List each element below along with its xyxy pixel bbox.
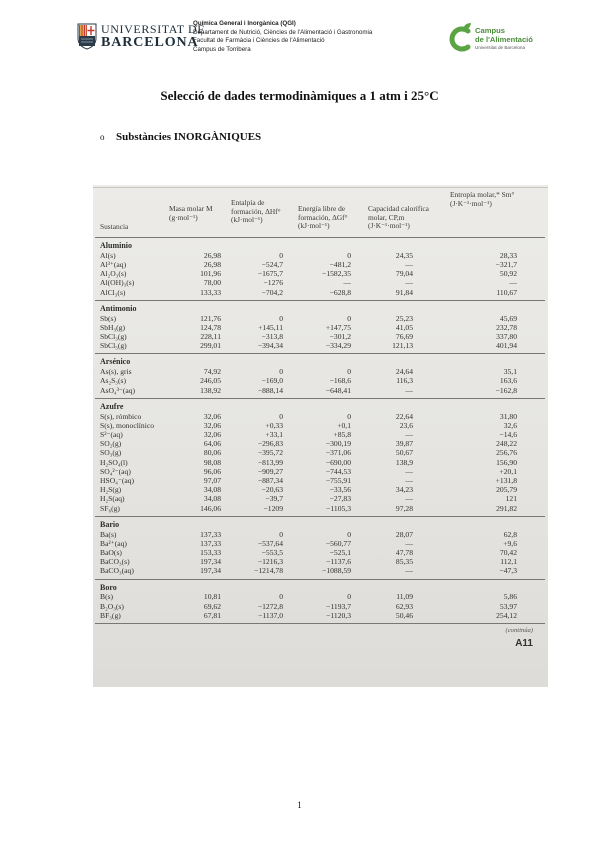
table-cell-value: 337,80 — [496, 332, 517, 341]
table-cell-value: — — [405, 538, 413, 548]
department-line: Química General i Inorgànica (QGI) — [193, 20, 296, 27]
table-rule — [95, 300, 545, 301]
table-cell-value: — — [405, 278, 413, 288]
table-cell-value: −553,5 — [261, 548, 283, 557]
table-cell-value: 69,62 — [203, 601, 221, 611]
table-cell-value: +145,11 — [258, 322, 283, 332]
table-cell-value: −704,2 — [261, 287, 283, 297]
table-cell-value: 0 — [347, 313, 351, 323]
table-cell-value: 137,33 — [200, 529, 221, 539]
table-cell-substance: SbCl₃(g) — [100, 332, 127, 341]
table-cell-value: 96,06 — [203, 466, 221, 476]
table-cell-value: +33,1 — [265, 430, 283, 439]
table-cell-substance: AsO₄³⁻(aq) — [100, 385, 136, 395]
table-cell-substance: S²⁻(aq) — [100, 430, 123, 439]
table-cell-value: 64,06 — [203, 439, 221, 449]
table-cell-value: — — [405, 260, 413, 269]
table-rule — [95, 398, 545, 399]
university-name-line2: BARCELONA — [101, 35, 199, 50]
table-cell-value: 146,06 — [200, 503, 221, 513]
table-cell-value: −27,83 — [329, 494, 351, 504]
group-heading: Antimonio — [100, 303, 137, 313]
table-cell-value: 248,22 — [496, 439, 517, 449]
table-cell-substance: H₂S(aq) — [100, 494, 125, 504]
table-cell-value: 153,33 — [200, 548, 221, 557]
university-name-line1: UNIVERSITAT DE — [101, 22, 206, 36]
table-cell-value: — — [405, 385, 413, 395]
table-cell-substance: Ba(s) — [100, 529, 117, 539]
table-cell-value: −334,29 — [325, 341, 351, 351]
table-cell-value: −1675,7 — [257, 269, 283, 279]
table-cell-value: 116,3 — [396, 376, 413, 386]
table-cell-substance: S(s), rómbico — [100, 411, 142, 421]
section-bullet: o — [100, 132, 105, 142]
table-cell-value: 98,08 — [203, 457, 221, 467]
table-cell-value: −162,8 — [495, 385, 517, 395]
table-cell-substance: Sb(s) — [100, 313, 117, 323]
table-cell-value: 47,78 — [395, 548, 413, 557]
table-cell-value: 78,00 — [203, 278, 221, 288]
table-cell-substance: AlCl₃(s) — [100, 287, 126, 297]
table-cell-value: — — [405, 430, 413, 439]
table-cell-value: 291,82 — [496, 503, 517, 513]
table-cell-value: −888,14 — [257, 385, 283, 395]
table-cell-value: +85,8 — [333, 430, 351, 439]
campus-leaf-icon — [447, 22, 473, 52]
scan-edge — [93, 187, 548, 188]
table-cell-value: 97,07 — [203, 476, 221, 485]
table-cell-substance: BaCO₃(aq) — [100, 566, 134, 576]
page-number: 1 — [297, 800, 302, 810]
table-cell-substance: SbH₃(g) — [100, 322, 126, 332]
table-cell-value: −14,6 — [499, 430, 517, 439]
table-cell-value: −481,2 — [329, 260, 351, 269]
table-cell-value: 23,6 — [399, 420, 413, 430]
table-cell-value: −313,8 — [261, 332, 283, 341]
table-cell-substance: S(s), monoclínico — [100, 420, 154, 430]
table-cell-value: 0 — [279, 592, 283, 602]
campus-title-line2: de l'Alimentació — [475, 35, 533, 44]
table-cell-value: 39,87 — [395, 439, 413, 449]
table-cell-value: −537,64 — [257, 538, 283, 548]
table-cell-value: 45,69 — [499, 313, 517, 323]
table-cell-value: 26,98 — [203, 260, 221, 269]
table-rule — [95, 237, 545, 238]
table-cell-value: −20,63 — [261, 485, 283, 495]
page-code: A11 — [515, 638, 533, 649]
university-logo — [77, 22, 206, 52]
table-cell-value: 34,08 — [203, 494, 221, 504]
table-cell-value: −628,8 — [329, 287, 351, 297]
table-cell-value: −394,34 — [257, 341, 283, 351]
table-cell-value: 32,06 — [203, 430, 221, 439]
table-cell-value: 0 — [279, 313, 283, 323]
table-cell-value: 34,23 — [395, 485, 413, 495]
table-cell-value: 22,64 — [395, 411, 413, 421]
table-cell-value: 197,34 — [200, 566, 221, 576]
table-rule — [95, 579, 545, 580]
column-header: Entalpía de formación, ΔHf° (kJ·mol⁻¹) — [231, 198, 281, 225]
table-cell-substance: B₂O₃(s) — [100, 601, 124, 611]
table-cell-value: −39,7 — [265, 494, 283, 504]
table-cell-value: −1216,3 — [257, 557, 283, 567]
table-cell-value: — — [405, 476, 413, 485]
table-cell-substance: As₂S₃(s) — [100, 376, 126, 386]
department-line: Facultat de Farmàcia i Ciències de l'Alimentació — [193, 37, 325, 45]
table-cell-value: −887,34 — [257, 476, 283, 485]
table-cell-value: 401,94 — [496, 341, 517, 351]
table-cell-value: 232,78 — [496, 322, 517, 332]
table-cell-value: +0,33 — [265, 420, 283, 430]
table-cell-substance: B(s) — [100, 592, 114, 602]
table-cell-value: 24,35 — [395, 250, 413, 260]
table-cell-value: −648,41 — [325, 385, 351, 395]
table-cell-value: 138,92 — [200, 385, 221, 395]
table-cell-value: 156,90 — [496, 457, 517, 467]
table-cell-substance: H₂SO₄(l) — [100, 457, 128, 467]
table-cell-substance: SF₆(g) — [100, 503, 120, 513]
table-cell-value: — — [509, 278, 517, 288]
table-cell-value: 101,96 — [200, 269, 221, 279]
table-cell-value: 0 — [279, 367, 283, 377]
group-heading: Aluminio — [100, 241, 133, 250]
table-cell-value: −1137,6 — [326, 557, 351, 567]
table-cell-value: −296,83 — [257, 439, 283, 449]
section-heading: Substàncies INORGÀNIQUES — [116, 131, 262, 143]
table-cell-value: 25,23 — [395, 313, 413, 323]
table-cell-value: 70,42 — [499, 548, 517, 557]
table-cell-substance: HSO₄⁻(aq) — [100, 476, 135, 485]
table-cell-value: 133,33 — [200, 287, 221, 297]
table-cell-value: 0 — [347, 411, 351, 421]
table-cell-value: — — [343, 278, 351, 288]
table-cell-value: −300,19 — [325, 439, 351, 449]
table-cell-value: 28,33 — [499, 250, 517, 260]
table-cell-substance: Al³⁺(aq) — [100, 260, 127, 269]
table-cell-value: 228,11 — [200, 332, 221, 341]
department-line: Departament de Nutrició, Ciències de l'Alimentació i Gastronomia — [193, 28, 373, 36]
scanned-table-image — [93, 185, 548, 687]
table-cell-value: −1193,7 — [326, 601, 351, 611]
table-cell-value: −690,00 — [325, 457, 351, 467]
group-heading: Boro — [100, 582, 117, 592]
table-cell-value: −909,27 — [257, 466, 283, 476]
table-cell-value: 121,13 — [392, 341, 413, 351]
table-cell-value: 0 — [279, 411, 283, 421]
table-cell-substance: SbCl₅(g) — [100, 341, 127, 351]
table-cell-value: 76,69 — [395, 332, 413, 341]
table-cell-value: 67,81 — [203, 610, 221, 620]
table-cell-value: 121,76 — [200, 313, 221, 323]
table-cell-value: +9,6 — [503, 538, 517, 548]
table-cell-value: −168,6 — [329, 376, 351, 386]
table-cell-substance: SO₄²⁻(aq) — [100, 466, 131, 476]
table-cell-value: 299,01 — [200, 341, 221, 351]
table-cell-value: −755,91 — [325, 476, 351, 485]
table-cell-value: 32,6 — [503, 420, 517, 430]
table-cell-value: 80,06 — [203, 448, 221, 458]
table-cell-value: 91,84 — [395, 287, 413, 297]
column-header: Sustancia — [100, 222, 129, 231]
table-cell-value: −395,72 — [257, 448, 283, 458]
table-cell-value: −1272,8 — [257, 601, 283, 611]
table-cell-value: 79,04 — [395, 269, 413, 279]
table-cell-substance: Al₂O₃(s) — [100, 269, 127, 279]
column-header: Entropía molar,* Sm° (J·K⁻¹·mol⁻¹) — [450, 190, 515, 208]
table-cell-value: −301,2 — [329, 332, 351, 341]
table-cell-value: 50,46 — [395, 610, 413, 620]
campus-title-line1: Campus — [475, 26, 505, 35]
table-cell-value: 10,81 — [203, 592, 221, 602]
table-cell-value: 246,05 — [200, 376, 221, 386]
table-cell-value: — — [405, 466, 413, 476]
table-cell-value: 32,06 — [203, 411, 221, 421]
table-cell-value: 28,07 — [395, 529, 413, 539]
table-cell-value: 62,8 — [503, 529, 517, 539]
table-cell-substance: BaO(s) — [100, 548, 122, 557]
table-cell-value: −744,53 — [325, 466, 351, 476]
table-cell-value: 138,9 — [395, 457, 413, 467]
table-cell-value: −169,0 — [261, 376, 283, 386]
table-cell-value: 0 — [347, 529, 351, 539]
table-cell-value: 31,80 — [499, 411, 517, 421]
table-cell-value: 205,79 — [496, 485, 517, 495]
table-cell-substance: As(s), gris — [100, 367, 132, 377]
table-cell-substance: Ba²⁺(aq) — [100, 538, 127, 548]
table-cell-value: −1105,3 — [326, 503, 351, 513]
table-rule — [95, 353, 545, 354]
table-rule — [95, 516, 545, 517]
group-heading: Arsénico — [100, 357, 131, 367]
table-cell-substance: SO₂(g) — [100, 439, 122, 449]
table-cell-value: — — [405, 566, 413, 576]
table-cell-value: +0,1 — [337, 420, 351, 430]
department-line: Campus de Torribera — [193, 45, 251, 53]
table-cell-value: 74,92 — [203, 367, 221, 377]
table-cell-value: −371,06 — [325, 448, 351, 458]
table-cell-substance: BF₃(g) — [100, 610, 121, 620]
table-cell-value: −1088,59 — [322, 566, 351, 576]
table-cell-value: 97,28 — [395, 503, 413, 513]
table-cell-value: 110,67 — [496, 287, 517, 297]
table-cell-value: 254,12 — [496, 610, 517, 620]
campus-logo — [447, 22, 577, 54]
department-info — [193, 20, 433, 54]
table-cell-value: 112,1 — [500, 557, 517, 567]
table-cell-substance: SO₃(g) — [100, 448, 122, 458]
continua-note: (continúa) — [505, 627, 533, 634]
table-cell-value: 197,34 — [200, 557, 221, 567]
table-cell-value: −1209 — [263, 503, 283, 513]
table-cell-value: 85,35 — [395, 557, 413, 567]
table-cell-value: 50,92 — [499, 269, 517, 279]
table-cell-value: −525,1 — [329, 548, 351, 557]
page-title: Selecció de dades termodinàmiques a 1 atm i 25°C — [160, 88, 439, 103]
table-cell-value: 0 — [347, 250, 351, 260]
column-header: Masa molar M (g·mol⁻¹) — [169, 204, 213, 222]
table-cell-value: −560,77 — [325, 538, 351, 548]
table-cell-value: −321,7 — [495, 260, 517, 269]
table-cell-substance: BaCO₃(s) — [100, 557, 130, 567]
table-cell-value: 24,64 — [395, 367, 413, 377]
column-header: Capacidad calorífica molar, CP,m (J·K⁻¹·mol⁻¹) — [368, 204, 429, 231]
table-cell-substance: Al(OH)₃(s) — [100, 278, 135, 288]
table-cell-substance: H₂S(g) — [100, 485, 122, 495]
group-heading: Azufre — [100, 401, 124, 411]
group-heading: Bario — [100, 519, 120, 529]
table-cell-value: 53,97 — [499, 601, 517, 611]
table-cell-value: 62,93 — [395, 601, 413, 611]
table-cell-value: 5,86 — [503, 592, 517, 602]
table-cell-value: 41,05 — [395, 322, 413, 332]
table-cell-value: 32,06 — [203, 420, 221, 430]
table-cell-value: 34,08 — [203, 485, 221, 495]
table-cell-value: 124,78 — [200, 322, 221, 332]
table-cell-value: −1214,78 — [254, 566, 283, 576]
table-cell-value: +147,75 — [325, 322, 351, 332]
table-cell-value: −1582,35 — [322, 269, 351, 279]
table-cell-value: 0 — [279, 250, 283, 260]
table-cell-value: −1276 — [263, 278, 283, 288]
table-rule — [95, 623, 545, 624]
table-cell-value: 0 — [347, 592, 351, 602]
campus-subtitle: Universitat de Barcelona — [475, 45, 526, 50]
table-cell-value: 35,1 — [503, 367, 517, 377]
university-seal-icon — [77, 22, 97, 50]
table-cell-value: +20,1 — [499, 466, 517, 476]
table-cell-value: 26,98 — [203, 250, 221, 260]
table-cell-value: −813,99 — [257, 457, 283, 467]
table-cell-value: 50,67 — [395, 448, 413, 458]
table-cell-value: 163,6 — [499, 376, 517, 386]
table-cell-value: −33,56 — [329, 485, 351, 495]
table-cell-value: 121 — [505, 494, 517, 504]
table-cell-value: — — [405, 494, 413, 504]
table-cell-value: 137,33 — [200, 538, 221, 548]
table-cell-value: 256,76 — [496, 448, 517, 458]
table-cell-value: −524,7 — [261, 260, 283, 269]
column-header: Energía libre de formación, ΔGf° (kJ·mol⁻¹) — [298, 204, 348, 231]
table-cell-value: −1120,3 — [326, 610, 351, 620]
table-cell-value: 0 — [279, 529, 283, 539]
table-cell-value: −47,3 — [499, 566, 517, 576]
table-cell-substance: Al(s) — [100, 250, 116, 260]
table-cell-value: +131,8 — [495, 476, 517, 485]
table-cell-value: −1137,0 — [258, 610, 283, 620]
table-cell-value: 11,09 — [396, 592, 413, 602]
table-cell-value: 0 — [347, 367, 351, 377]
